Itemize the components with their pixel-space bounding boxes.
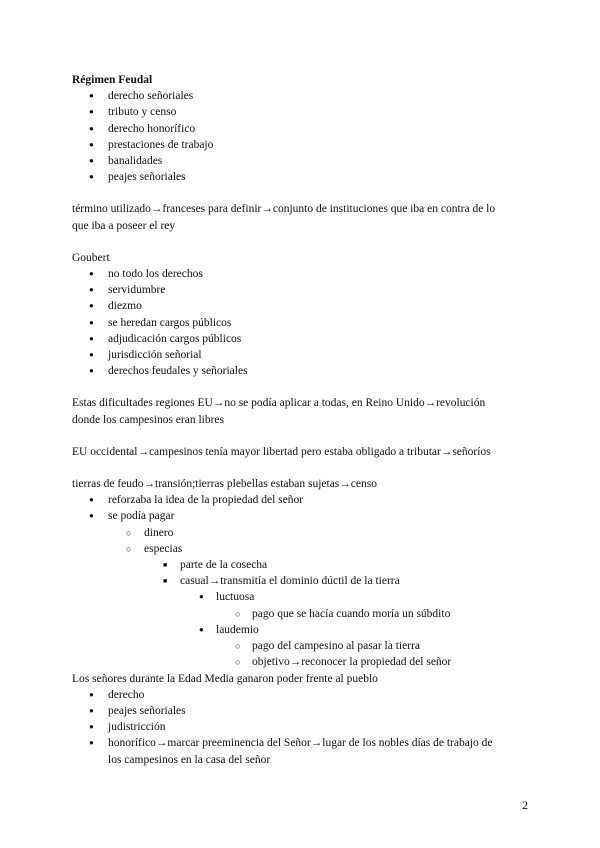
goubert-list xyxy=(72,266,532,379)
list-item: ○ dinero xyxy=(72,525,532,541)
list-item: ● no todo los derechos xyxy=(72,266,532,282)
list-item: ■ casual→transmitía el dominio dúctil de la tierra xyxy=(72,573,532,589)
honorifico-line2: los campesinos en la casa del señor xyxy=(108,753,271,766)
list-item xyxy=(72,735,532,767)
list-item: ● se heredan cargos públicos xyxy=(72,315,532,331)
senores-list xyxy=(72,687,532,768)
tierras-list xyxy=(72,492,532,670)
list-item: ■ parte de la cosecha xyxy=(72,557,532,573)
list-item: ○ especias xyxy=(72,541,532,557)
honorifico-line1: honorífico→marcar preeminencia del Señor→lugar de los nobles días de trabajo de xyxy=(108,737,493,750)
paragraph-line: EU occidental→campesinos tenía mayor libertad pero estaba obligado a tributar→señoríos xyxy=(72,445,491,458)
paragraph-line: Estas dificultades regiones EU→no se podía aplicar a todas, en Reino Unido→revolución xyxy=(72,397,486,410)
list-item: ● prestaciones de trabajo xyxy=(72,137,532,153)
list-item: ● derecho xyxy=(72,687,532,703)
paragraph-line: Los señores durante la Edad Media ganaron poder frente al pueblo xyxy=(72,672,378,685)
list-item: ● derecho señoriales xyxy=(72,88,532,104)
list-item: ○ pago del campesino al pasar la tierra xyxy=(72,638,532,654)
list-item: ● derechos feudales y señoriales xyxy=(72,363,532,379)
list-item: ● diezmo xyxy=(72,298,532,314)
list-item: ● tributo y censo xyxy=(72,104,532,120)
paragraph-line: donde los campesinos eran libres xyxy=(72,413,225,426)
list-item: ● peajes señoriales xyxy=(72,703,532,719)
list-item: ● adjudicación cargos públicos xyxy=(72,331,532,347)
page-number: 2 xyxy=(522,798,528,812)
list-item: ● derecho honorífico xyxy=(72,121,532,137)
list-item: ● banalidades xyxy=(72,153,532,169)
spacer xyxy=(72,379,532,395)
spacer xyxy=(72,428,532,444)
goubert-heading: Goubert xyxy=(72,251,110,264)
list-item: ● reforzaba la idea de la propiedad del señor xyxy=(72,492,532,508)
list-item: ● servidumbre xyxy=(72,282,532,298)
list-item: ● luctuosa xyxy=(72,589,532,605)
regimen-list xyxy=(72,88,532,185)
spacer xyxy=(72,234,532,250)
paragraph-line: que iba a poseer el rey xyxy=(72,219,176,232)
paragraph-line: término utilizado→franceses para definir→conjunto de instituciones que iba en contra de lo xyxy=(72,203,496,216)
document-content xyxy=(72,72,532,768)
list-item: ● peajes señoriales xyxy=(72,169,532,185)
list-item: ● se podía pagar xyxy=(72,508,532,524)
paragraph-line: tierras de feudo→transión;tierras plebellas estaban sujetas→censo xyxy=(72,478,377,491)
list-item: ● jurisdicción señorial xyxy=(72,347,532,363)
list-item: ○ pago que se hacía cuando moría un súbdito xyxy=(72,606,532,622)
section-title: Régimen Feudal xyxy=(72,74,153,86)
list-item: ● laudemio xyxy=(72,622,532,638)
spacer xyxy=(72,185,532,201)
list-item: ○ objetivo→reconocer la propiedad del señor xyxy=(72,654,532,670)
spacer xyxy=(72,460,532,476)
list-item: ● judistricción xyxy=(72,719,532,735)
